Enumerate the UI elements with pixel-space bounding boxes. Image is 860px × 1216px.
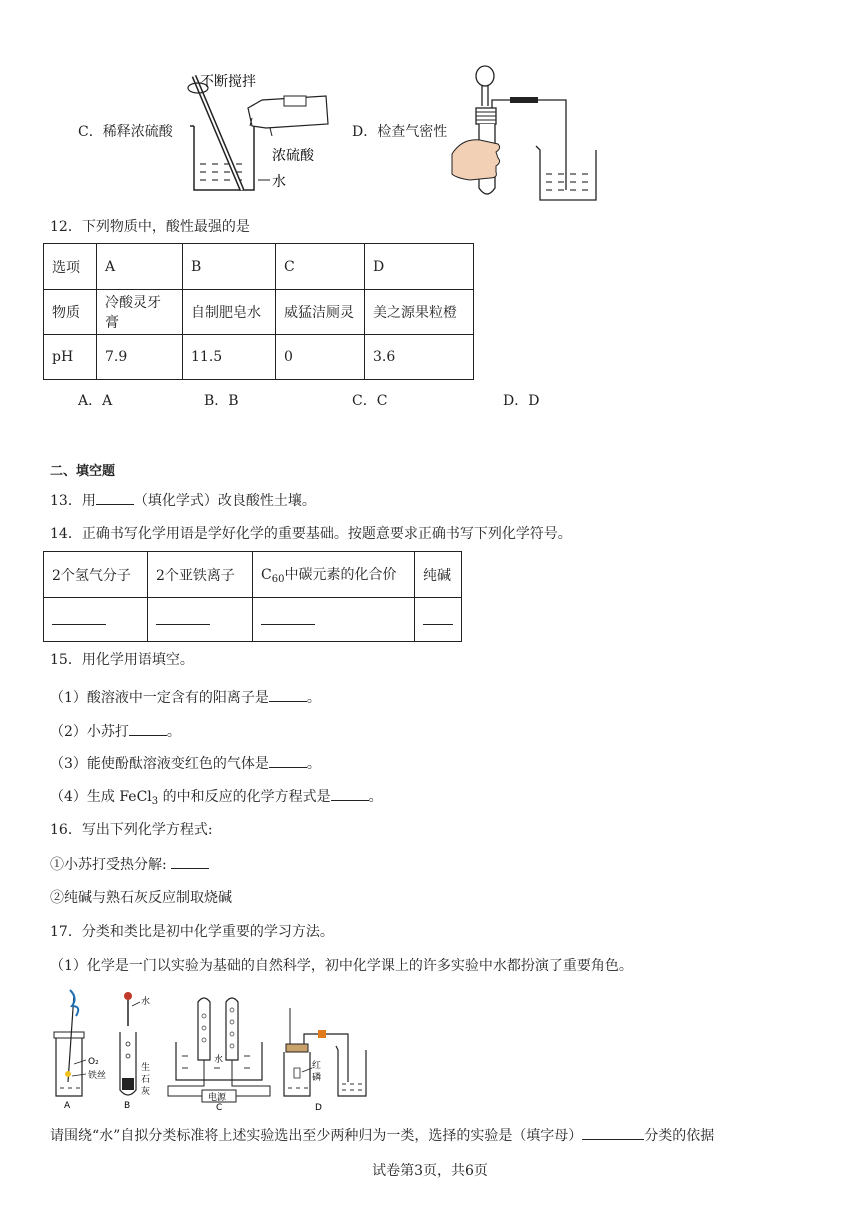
section-title: 二、填空题 xyxy=(50,464,116,479)
svg-text:C: C xyxy=(216,1103,223,1112)
q12-cell: 自制肥皂水 xyxy=(183,290,276,335)
svg-text:磷: 磷 xyxy=(312,1073,322,1083)
option-d-label: D．检查气密性 xyxy=(352,124,448,140)
label-stir: 不断搅拌 xyxy=(200,74,256,90)
q14-stem: 14．正确书写化学用语是学好化学的重要基础。按题意要求正确书写下列化学符号。 xyxy=(50,526,572,542)
q12-cell: 0 xyxy=(276,335,365,380)
option-c-label: C．稀释浓硫酸 xyxy=(78,124,173,140)
dilute-sulfuric-acid-figure xyxy=(176,66,346,196)
svg-text:O₂: O₂ xyxy=(88,1057,99,1067)
q16-item2: ②纯碱与熟石灰反应制取烧碱 xyxy=(50,890,232,906)
q17-part1: （1）化学是一门以实验为基础的自然科学，初中化学课上的许多实验中水都扮演了重要角色。 xyxy=(50,958,633,974)
svg-text:铁丝: 铁丝 xyxy=(88,1071,107,1081)
q12-option-a: A．A xyxy=(78,393,113,409)
svg-text:B: B xyxy=(124,1101,131,1111)
q12-option-d: D．D xyxy=(503,393,540,409)
experiment-d xyxy=(284,1008,366,1112)
q12-option-b: B．B xyxy=(204,393,239,409)
label-water: 水 xyxy=(272,174,286,190)
q12-cell: D xyxy=(365,244,474,290)
svg-text:D: D xyxy=(315,1103,322,1112)
q12-cell: pH xyxy=(44,335,97,380)
q12-cell: 威猛洁厕灵 xyxy=(276,290,365,335)
answer-blank[interactable] xyxy=(582,1125,644,1140)
q15-part3: （3）能使酚酞溶液变红色的气体是 。 xyxy=(50,753,321,774)
q14-header: 2个氢气分子 xyxy=(44,552,148,598)
airtightness-check-figure xyxy=(450,62,610,204)
q14-answer-cell[interactable] xyxy=(415,598,462,642)
q15-part2: （2）小苏打 。 xyxy=(50,721,181,742)
answer-blank[interactable] xyxy=(171,854,209,869)
experiment-b xyxy=(120,992,150,1111)
answer-blank[interactable] xyxy=(331,786,369,801)
q15-part1: （1）酸溶液中一定含有的阳离子是 。 xyxy=(50,687,321,708)
answer-blank[interactable] xyxy=(96,490,134,505)
q12-table xyxy=(43,243,474,380)
q12-cell: 物质 xyxy=(44,290,97,335)
q12-cell: 11.5 xyxy=(183,335,276,380)
q14-header: 2个亚铁离子 xyxy=(148,552,253,598)
q13: 13．用 （填化学式）改良酸性土壤。 xyxy=(50,490,316,511)
q14-answer-cell[interactable] xyxy=(148,598,253,642)
answer-blank[interactable] xyxy=(269,687,307,702)
svg-text:石: 石 xyxy=(141,1075,151,1085)
q14-answer-cell[interactable] xyxy=(253,598,415,642)
svg-text:水: 水 xyxy=(141,997,151,1007)
q15-stem: 15．用化学用语填空。 xyxy=(50,652,194,668)
q14-header: 纯碱 xyxy=(415,552,462,598)
q12-stem: 12．下列物质中，酸性最强的是 xyxy=(50,219,250,235)
q14-header: $C_{60}$中碳元素的化合价 xyxy=(253,552,415,598)
q17-bottom-line: 请围绕“水”自拟分类标准将上述实验选出至少两种归为一类，选择的实验是（填字母） 分类的依据 xyxy=(50,1125,714,1146)
q12-cell: 3.6 xyxy=(365,335,474,380)
answer-blank[interactable] xyxy=(129,721,167,736)
answer-blank[interactable] xyxy=(269,753,307,768)
q12-cell: A xyxy=(97,244,183,290)
q12-cell: 选项 xyxy=(44,244,97,290)
experiment-c xyxy=(168,998,270,1112)
q16-item1: ①小苏打受热分解: xyxy=(50,854,209,875)
q12-cell: 冷酸灵牙膏 xyxy=(97,290,183,335)
q17-stem: 17．分类和类比是初中化学重要的学习方法。 xyxy=(50,924,334,940)
q14-answer-cell[interactable] xyxy=(44,598,148,642)
svg-text:A: A xyxy=(64,1101,71,1111)
svg-text:电源: 电源 xyxy=(208,1093,227,1103)
q14-table xyxy=(43,551,462,642)
experiment-a xyxy=(54,990,106,1111)
page-footer: 试卷第3页，共6页 xyxy=(372,1163,488,1179)
water-experiments-figure xyxy=(48,986,372,1112)
q12-cell: 7.9 xyxy=(97,335,183,380)
q12-option-c: C．C xyxy=(352,393,388,409)
q15-part4: （4）生成 FeCl$_3$ 的中和反应的化学方程式是 。 xyxy=(50,786,383,812)
label-conc-acid: 浓硫酸 xyxy=(272,148,314,164)
q16-stem: 16．写出下列化学方程式: xyxy=(50,822,213,838)
svg-text:水: 水 xyxy=(214,1055,224,1065)
svg-text:灰: 灰 xyxy=(141,1087,151,1097)
q12-cell: B xyxy=(183,244,276,290)
q12-cell: C xyxy=(276,244,365,290)
svg-text:生: 生 xyxy=(141,1063,151,1073)
svg-text:红: 红 xyxy=(312,1061,322,1071)
q12-cell: 美之源果粒橙 xyxy=(365,290,474,335)
